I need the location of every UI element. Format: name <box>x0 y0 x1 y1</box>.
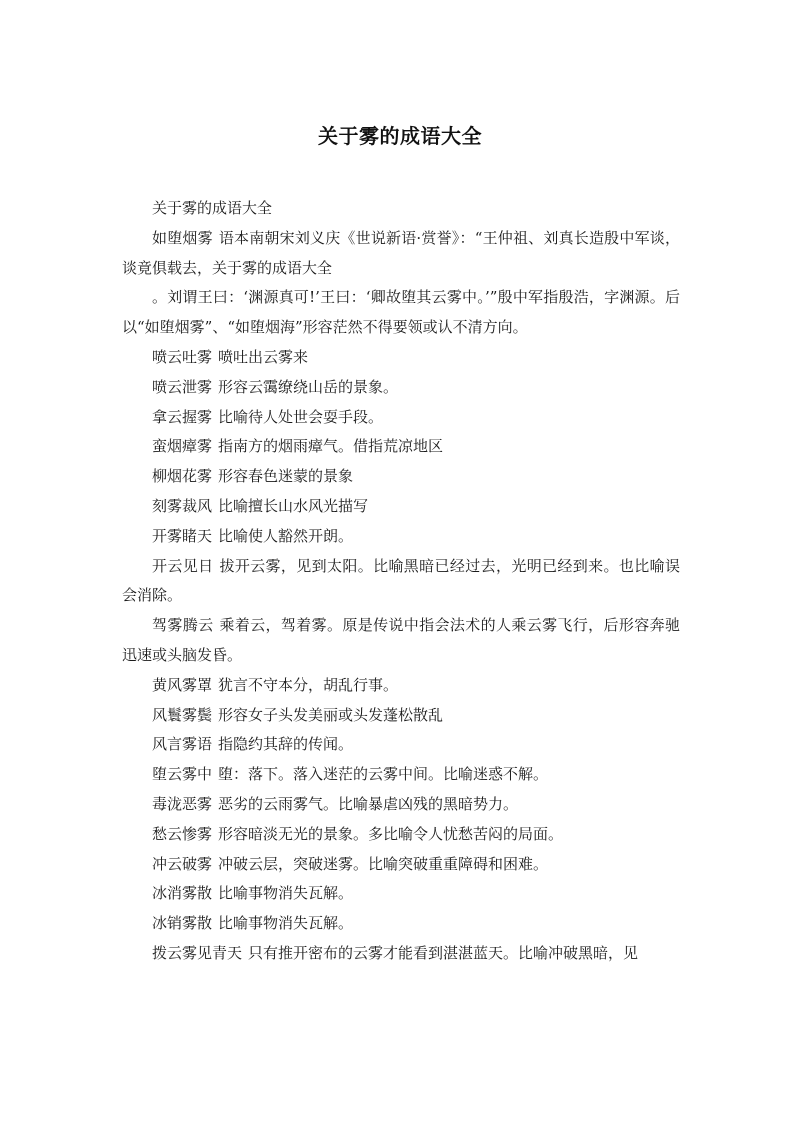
idiom-term: 黄风雾罩 <box>152 675 213 694</box>
idiom-definition: 比喻使人豁然开朗。 <box>218 526 354 545</box>
idiom-term: 风言雾语 <box>152 735 213 754</box>
paragraph <box>122 730 680 760</box>
idiom-term: 愁云惨雾 <box>152 824 213 843</box>
idiom-definition: 只有推开密布的云雾才能看到湛湛蓝天。比喻冲破黑暗，见 <box>248 943 639 962</box>
idiom-definition: 冲破云层，突破迷雾。比喻突破重重障碍和困难。 <box>218 854 549 873</box>
idiom-term: 开云见日 <box>152 556 214 575</box>
paragraph <box>122 194 680 224</box>
idiom-definition: 比喻待人处世会耍手段。 <box>218 407 384 426</box>
paragraph <box>122 760 680 790</box>
idiom-term: 冰销雾散 <box>152 914 213 933</box>
paragraph <box>122 522 680 552</box>
paragraph <box>122 611 680 671</box>
paragraph <box>122 909 680 939</box>
idiom-term: 驾雾腾云 <box>152 616 214 635</box>
idiom-term: 开雾睹天 <box>152 526 213 545</box>
idiom-definition: 语本南朝宋刘义庆《世说新语·赏誉》：“王仲祖、刘真长造殷中军谈，谈竟俱载去，关于雾的成语大全 <box>122 228 680 277</box>
idiom-definition: 形容暗淡无光的景象。多比喻令人忧愁苦闷的局面。 <box>218 824 564 843</box>
idiom-term: 刻雾裁风 <box>152 496 213 515</box>
idiom-term: 如堕烟雾 <box>152 228 213 247</box>
paragraph <box>122 432 680 462</box>
idiom-term: 冲云破雾 <box>152 854 213 873</box>
paragraph <box>122 403 680 433</box>
idiom-term: 毒泷恶雾 <box>152 794 213 813</box>
paragraph <box>122 492 680 522</box>
paragraph <box>122 939 680 969</box>
idiom-definition: 指隐约其辞的传闻。 <box>218 735 354 754</box>
idiom-definition: 形容春色迷蒙的景象 <box>218 467 354 486</box>
idiom-term: 冰消雾散 <box>152 884 213 903</box>
idiom-definition: 比喻擅长山水风光描写 <box>218 496 369 515</box>
paragraph <box>122 462 680 492</box>
paragraph <box>122 850 680 880</box>
paragraph <box>122 343 680 373</box>
paragraph-text: 关于雾的成语大全 <box>152 199 273 217</box>
paragraph <box>122 552 680 612</box>
idiom-definition: 堕：落下。落入迷茫的云雾中间。比喻迷惑不解。 <box>218 765 549 784</box>
idiom-definition: 恶劣的云雨雾气。比喻暴虐凶残的黑暗势力。 <box>218 794 519 813</box>
idiom-definition: 指南方的烟雨瘴气。借指荒凉地区 <box>218 437 444 456</box>
paragraph <box>122 820 680 850</box>
idiom-term: 堕云雾中 <box>152 765 213 784</box>
idiom-term: 风鬟雾鬓 <box>152 705 213 724</box>
paragraph <box>122 283 680 343</box>
idiom-term: 拨云雾见青天 <box>152 943 243 962</box>
page-title: 关于雾的成语大全 <box>318 124 482 148</box>
idiom-definition: 乘着云，驾着雾。原是传说中指会法术的人乘云雾飞行，后形容奔驰迅速或头脑发昏。 <box>122 616 680 664</box>
paragraph <box>122 879 680 909</box>
paragraph <box>122 671 680 701</box>
idiom-definition: 形容云霭缭绕山岳的景象。 <box>218 377 399 396</box>
idiom-term: 柳烟花雾 <box>152 467 213 486</box>
idiom-term: 喷云吐雾 <box>152 347 213 366</box>
idiom-definition: 形容女子头发美丽或头发蓬松散乱 <box>218 705 444 724</box>
paragraph-text: 。刘谓王曰：‘渊源真可!’王曰：‘卿故堕其云雾中。’”殷中军指殷浩，字渊源。后以“如堕烟雾”、“如堕烟海”形容茫然不得要领或认不清方向。 <box>122 288 680 337</box>
idiom-definition: 比喻事物消失瓦解。 <box>218 884 354 903</box>
idiom-term: 拿云握雾 <box>152 407 213 426</box>
paragraph <box>122 790 680 820</box>
paragraph <box>122 224 680 284</box>
idiom-term: 蛮烟瘴雾 <box>152 437 213 456</box>
document-body <box>122 194 680 969</box>
idiom-definition: 拔开云雾，见到太阳。比喻黑暗已经过去，光明已经到来。也比喻误会消除。 <box>122 556 680 605</box>
paragraph <box>122 701 680 731</box>
idiom-term: 喷云泄雾 <box>152 377 213 396</box>
paragraph <box>122 373 680 403</box>
idiom-definition: 犹言不守本分，胡乱行事。 <box>218 675 399 694</box>
idiom-definition: 喷吐出云雾来 <box>218 347 309 366</box>
idiom-definition: 比喻事物消失瓦解。 <box>218 914 354 933</box>
